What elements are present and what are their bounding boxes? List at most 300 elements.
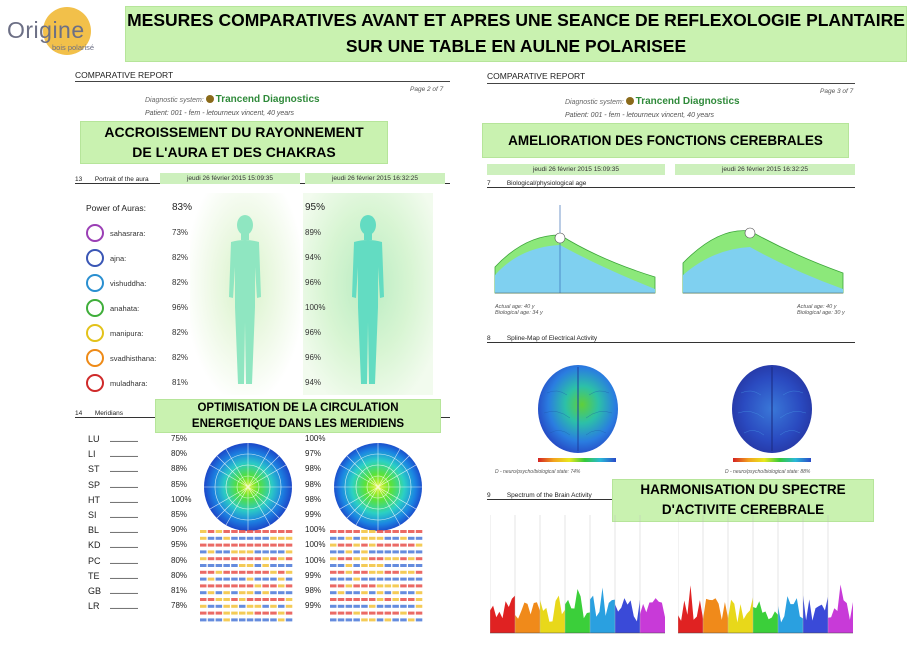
meridian-bar-cell <box>239 571 246 574</box>
meridian-bar-cell <box>286 537 293 540</box>
meridian-bar-cell <box>346 612 353 615</box>
meridian-before: 85% <box>171 479 188 489</box>
meridian-bar-cell <box>239 591 246 594</box>
meridian-bar-cell <box>377 537 384 540</box>
meridian-bar-cell <box>338 612 345 615</box>
meridian-bar-cell <box>392 564 399 567</box>
spectrum-overlay-line-2: D'ACTIVITE CEREBRALE <box>661 502 825 517</box>
meridian-bar-cell <box>247 584 254 587</box>
meridian-bar-cell <box>200 550 207 553</box>
brain-scale-before <box>538 458 616 462</box>
meridian-after: 97% <box>305 449 322 459</box>
meridian-bar-cell <box>255 612 262 615</box>
meridian-desc-line: ▬▬▬▬▬▬▬▬ <box>110 499 138 504</box>
spectrum-overlay-line-1: HARMONISATION DU SPECTRE <box>640 482 846 497</box>
meridian-bar-cell <box>239 598 246 601</box>
meridian-bar-cell <box>255 605 262 608</box>
meridian-bar-cell <box>239 618 246 621</box>
meridian-desc-line: ▬▬▬▬▬▬▬▬ <box>110 469 138 474</box>
spectrum-section-num: 9 <box>487 492 491 499</box>
meridian-bar-cell <box>286 571 293 574</box>
meridian-bar-cell <box>369 584 376 587</box>
meridian-bar-cell <box>408 564 415 567</box>
chakra-name: manipura: <box>110 329 144 338</box>
meridian-bar-cell <box>247 571 254 574</box>
chakra-name: sahasrara: <box>110 229 146 238</box>
meridian-bar-cell <box>353 537 360 540</box>
meridian-desc-line: ▬▬▬▬▬▬▬▬ <box>110 591 138 595</box>
meridian-bar-cell <box>223 605 230 608</box>
meridian-bar-cell <box>385 537 392 540</box>
meridian-bar-cell <box>408 571 415 574</box>
meridian-bar-cell <box>392 605 399 608</box>
meridian-bar-cell <box>408 544 415 547</box>
meridian-bar-cell <box>216 571 223 574</box>
meridian-bar-cell <box>330 598 337 601</box>
meridian-bar-cell <box>223 618 230 621</box>
meridian-bar-cell <box>286 584 293 587</box>
meridian-before: 78% <box>171 601 188 611</box>
meridian-bar-cell <box>369 550 376 553</box>
meridian-before: 85% <box>171 510 188 519</box>
meridian-bar-cell <box>270 612 277 615</box>
meridian-bar-cell <box>400 571 407 574</box>
meridian-bar-cell <box>231 530 238 533</box>
meridian-before: 80% <box>171 449 188 459</box>
spectrum-band <box>565 589 590 633</box>
meridian-bar-cell <box>353 612 360 615</box>
meridian-bar-cell <box>346 571 353 574</box>
right-diag-label: Diagnostic system: <box>565 99 624 106</box>
bio-section-num: 7 <box>487 180 491 187</box>
meridian-bar-cell <box>208 618 215 621</box>
meridian-bar-cell <box>346 618 353 621</box>
meridian-bar-cell <box>270 605 277 608</box>
meridian-bar-cell <box>392 618 399 621</box>
meridian-desc-line: ▬▬▬▬▬▬▬▬ <box>110 606 138 611</box>
meridian-after: 99% <box>305 510 322 519</box>
meridian-bar-cell <box>330 578 337 581</box>
meridian-bar-cell <box>353 557 360 560</box>
meridian-bar-cell <box>247 564 254 567</box>
left-date-after: jeudi 26 février 2015 16:32:25 <box>305 173 445 184</box>
meridian-bar-cell <box>255 618 262 621</box>
meridian-bar-cell <box>353 530 360 533</box>
chakra-name: vishuddha: <box>110 279 147 288</box>
meridian-bar-cell <box>278 612 285 615</box>
left-brand: Trancend Diagnostics <box>215 94 320 105</box>
meridian-bar-cell <box>330 571 337 574</box>
meridian-bar-cell <box>208 612 215 615</box>
meridian-bar-cell <box>239 605 246 608</box>
meridian-bar-cell <box>262 571 269 574</box>
meridian-bar-cell <box>208 564 215 567</box>
bio-before-actual: Actual age: 40 y <box>495 304 535 310</box>
meridian-bar-cell <box>377 578 384 581</box>
meridian-bar-cell <box>361 612 368 615</box>
chakra-row <box>86 299 346 323</box>
meridian-bar-cell <box>278 550 285 553</box>
meridian-bar-cell <box>361 530 368 533</box>
spectrum-band <box>703 598 728 633</box>
title-line-1: MESURES COMPARATIVES AVANT ET APRES UNE SEANCE DE REFLEXOLOGIE PLANTAIRE <box>127 10 905 30</box>
meridian-desc-line: ▬▬▬▬▬▬▬▬ <box>110 454 138 459</box>
meridian-bar-cell <box>239 530 246 533</box>
meridian-bar-cell <box>377 598 384 601</box>
meridian-bar-cell <box>200 564 207 567</box>
right-brand-icon <box>626 97 634 105</box>
right-patient: Patient: 001 - fem - letourneux vincent, 40 years <box>565 112 715 119</box>
chakra-after: 96% <box>305 278 322 287</box>
meridian-bar-cell <box>262 591 269 594</box>
chakra-after: 96% <box>305 353 322 362</box>
spectrum-band <box>640 598 665 633</box>
spectrum-band <box>590 588 615 634</box>
meridian-desc-line: ▬▬▬▬▬▬▬▬ <box>110 560 138 565</box>
meridian-bar-cell <box>361 564 368 567</box>
meridian-bar-cell <box>270 584 277 587</box>
aura-overlay <box>80 121 388 164</box>
meridian-bar-cell <box>385 591 392 594</box>
meridian-bar-cell <box>416 530 423 533</box>
spectrum-band <box>678 585 703 633</box>
meridian-bar-cell <box>239 557 246 560</box>
spectrum-band <box>515 602 540 633</box>
meridian-bar-cell <box>216 591 223 594</box>
chakra-row <box>86 249 346 273</box>
bio-age-chart-before <box>490 205 660 300</box>
meridian-bar-cell <box>416 557 423 560</box>
meridian-bar-cell <box>416 584 423 587</box>
brain-scale-after <box>733 458 811 462</box>
spectrum-band <box>828 585 853 634</box>
bio-before-caption <box>495 304 543 316</box>
meridian-bar-cell <box>385 571 392 574</box>
meridian-bar-cell <box>255 544 262 547</box>
meridian-bar-cell <box>338 584 345 587</box>
meridian-bar-cell <box>286 612 293 615</box>
meridian-bar-cell <box>408 591 415 594</box>
meridian-bar-cell <box>353 591 360 594</box>
meridian-bar-cell <box>223 544 230 547</box>
right-brand: Trancend Diagnostics <box>635 96 740 107</box>
meridian-bar-cell <box>400 564 407 567</box>
meridian-bar-cell <box>278 578 285 581</box>
chakra-before: 82% <box>172 353 189 362</box>
meridian-bar-cell <box>216 612 223 615</box>
right-page-number: Page 3 of 7 <box>820 88 854 95</box>
meridian-bar-cell <box>231 550 238 553</box>
meridian-code: KD <box>88 540 101 551</box>
meridian-bar-cell <box>247 550 254 553</box>
right-diag-line <box>565 96 740 107</box>
meridian-bar-cell <box>400 584 407 587</box>
bio-section-header <box>487 180 855 188</box>
spline-section-title: Spline-Map of Electrical Activity <box>506 335 598 342</box>
meridian-bar-cell <box>270 618 277 621</box>
meridian-bar-cell <box>216 550 223 553</box>
meridian-bars-before <box>200 528 295 634</box>
meridian-bar-cell <box>278 544 285 547</box>
meridian-before: 80% <box>171 555 188 565</box>
meridian-bar-cell <box>278 571 285 574</box>
aura-power-row <box>86 203 336 213</box>
logo-word: Origine <box>7 17 85 43</box>
meridian-bar-cell <box>239 584 246 587</box>
meridian-bar-cell <box>278 598 285 601</box>
logo <box>5 5 115 60</box>
meridian-bar-cell <box>270 544 277 547</box>
meridian-bar-cell <box>208 544 215 547</box>
meridian-bar-cell <box>216 605 223 608</box>
meridian-bar-cell <box>400 537 407 540</box>
meridian-bar-cell <box>400 591 407 594</box>
meridian-bar-cell <box>377 564 384 567</box>
meridian-bar-cell <box>346 584 353 587</box>
meridian-bar-cell <box>346 537 353 540</box>
meridian-bar-cell <box>408 598 415 601</box>
meridian-before: 95% <box>171 540 188 550</box>
right-report-label: COMPARATIVE REPORT <box>487 71 586 81</box>
meridian-code: HT <box>88 494 100 505</box>
meridian-bar-cell <box>239 544 246 547</box>
meridian-after: 98% <box>305 464 322 474</box>
meridian-bar-cell <box>392 544 399 547</box>
meridian-bar-cell <box>270 591 277 594</box>
meridian-bar-cell <box>216 618 223 621</box>
meridian-bar-cell <box>346 578 353 581</box>
meridian-bar-cell <box>369 578 376 581</box>
meridian-bar-cell <box>255 578 262 581</box>
meridian-bar-cell <box>400 618 407 621</box>
meridian-bar-cell <box>416 544 423 547</box>
meridian-bar-cell <box>416 537 423 540</box>
spectrum-band <box>615 598 640 633</box>
meridian-bar-cell <box>416 571 423 574</box>
meridian-bar-cell <box>286 564 293 567</box>
meridian-bar-cell <box>231 537 238 540</box>
meridian-bar-cell <box>330 591 337 594</box>
meridian-bar-cell <box>262 537 269 540</box>
meridian-desc-line: ▬▬▬▬▬▬▬▬ <box>110 545 138 550</box>
meridian-bar-cell <box>377 571 384 574</box>
meridian-bar-cell <box>200 618 207 621</box>
chakra-row <box>86 274 346 298</box>
meridian-bar-cell <box>255 571 262 574</box>
spline-section-header <box>487 335 855 343</box>
bio-after-caption <box>797 304 845 316</box>
meridian-bar-cell <box>400 550 407 553</box>
meridian-desc-line: ▬▬▬▬▬▬▬▬ <box>110 484 138 489</box>
meridian-bar-cell <box>270 550 277 553</box>
meridian-bar-cell <box>208 537 215 540</box>
meridian-bar-cell <box>208 571 215 574</box>
meridian-bar-cell <box>270 571 277 574</box>
meridian-bar-cell <box>330 550 337 553</box>
aura-power-label: Power of Auras: <box>86 203 147 213</box>
aura-overlay-line-2: DE L'AURA ET DES CHAKRAS <box>132 144 336 160</box>
meridian-bar-cell <box>353 618 360 621</box>
meridian-bar-cell <box>231 612 238 615</box>
bio-age-chart-after <box>678 205 848 300</box>
meridian-bar-cell <box>392 537 399 540</box>
meridian-after: 99% <box>305 601 322 611</box>
meridian-bar-cell <box>338 591 345 594</box>
meridian-bar-cell <box>338 618 345 621</box>
meridian-bar-cell <box>353 584 360 587</box>
meridian-bar-cell <box>270 537 277 540</box>
meridian-after: 100% <box>305 555 326 565</box>
meridian-bar-cell <box>262 557 269 560</box>
meridian-bar-cell <box>223 550 230 553</box>
meridian-bar-cell <box>346 557 353 560</box>
meridian-bar-cell <box>416 605 423 608</box>
meridian-before: 75% <box>171 434 188 443</box>
meridian-bar-cell <box>262 530 269 533</box>
meridian-bar-cell <box>247 530 254 533</box>
bio-section-title: Biological/physiological age <box>506 180 587 187</box>
sahasrara-chakra-icon <box>86 224 104 242</box>
meridian-bar-cell <box>239 537 246 540</box>
meridian-bar-cell <box>200 584 207 587</box>
meridian-bar-cell <box>270 564 277 567</box>
meridian-bar-cell <box>286 578 293 581</box>
meridian-bar-cell <box>231 571 238 574</box>
ajna-chakra-icon <box>86 249 104 267</box>
meridian-bar-cell <box>270 598 277 601</box>
meridian-bar-cell <box>247 618 254 621</box>
meridian-bar-cell <box>408 537 415 540</box>
meridian-bar-cell <box>400 598 407 601</box>
meridian-bar-cell <box>346 544 353 547</box>
meridian-bar-cell <box>286 557 293 560</box>
meridian-bar-cell <box>392 530 399 533</box>
meridian-bar-cell <box>200 530 207 533</box>
meridian-bar-cell <box>286 618 293 621</box>
meridian-bar-cell <box>231 605 238 608</box>
meridian-bar-cell <box>208 591 215 594</box>
brain-overlay: AMELIORATION DES FONCTIONS CEREBRALES <box>482 123 849 158</box>
meridian-before: 81% <box>171 586 188 595</box>
meridian-bar-cell <box>223 564 230 567</box>
meridian-bar-cell <box>255 557 262 560</box>
meridian-bar-cell <box>338 537 345 540</box>
meridian-bar-cell <box>239 612 246 615</box>
spectrum-chart-before <box>490 515 665 637</box>
meridian-bar-cell <box>408 618 415 621</box>
chakra-before: 82% <box>172 253 189 262</box>
meridian-bar-cell <box>262 550 269 553</box>
vishuddha-chakra-icon <box>86 274 104 292</box>
brain-map-after <box>726 363 818 455</box>
meridian-bar-cell <box>369 544 376 547</box>
meridian-bar-cell <box>338 571 345 574</box>
spectrum-section-header <box>487 492 627 500</box>
meridian-bar-cell <box>338 530 345 533</box>
meridian-bar-cell <box>369 571 376 574</box>
meridian-bar-cell <box>353 564 360 567</box>
meridian-bar-cell <box>262 564 269 567</box>
meridian-bar-cell <box>392 571 399 574</box>
meridian-bar-cell <box>216 557 223 560</box>
meridian-bar-cell <box>385 578 392 581</box>
meridian-bar-cell <box>377 618 384 621</box>
meridian-bar-cell <box>278 564 285 567</box>
meridian-bar-cell <box>200 544 207 547</box>
meridian-bar-cell <box>286 605 293 608</box>
meridian-bar-cell <box>338 598 345 601</box>
meridian-bar-cell <box>223 530 230 533</box>
spectrum-band <box>490 596 515 633</box>
meridian-bar-cell <box>200 591 207 594</box>
chakra-name: svadhisthana: <box>110 354 157 363</box>
meridian-bar-cell <box>408 584 415 587</box>
title-banner <box>125 6 907 62</box>
meridian-bar-cell <box>216 598 223 601</box>
meridian-bar-cell <box>330 537 337 540</box>
meridian-bar-cell <box>330 612 337 615</box>
meridian-bar-cell <box>208 530 215 533</box>
meridian-before: 80% <box>171 570 188 580</box>
meridian-bar-cell <box>223 598 230 601</box>
chakra-row <box>86 224 346 248</box>
aura-power-before: 83% <box>172 202 193 213</box>
meridian-bar-cell <box>361 584 368 587</box>
meridian-bar-cell <box>408 578 415 581</box>
meridian-bar-cell <box>416 550 423 553</box>
meridian-bar-cell <box>346 605 353 608</box>
meridian-bar-cell <box>262 578 269 581</box>
meridian-bar-cell <box>338 605 345 608</box>
spectrum-chart-after <box>678 515 853 637</box>
meridian-bar-cell <box>330 584 337 587</box>
aura-overlay-line-1: ACCROISSEMENT DU RAYONNEMENT <box>104 124 364 140</box>
meridian-bar-cell <box>392 591 399 594</box>
chakra-after: 94% <box>305 378 322 387</box>
meridian-bar-cell <box>392 584 399 587</box>
meridian-bar-cell <box>231 564 238 567</box>
meridian-bar-cell <box>231 591 238 594</box>
meridian-desc-line: ▬▬▬▬▬▬▬▬ <box>110 575 138 580</box>
meridian-bar-cell <box>208 605 215 608</box>
meridian-bar-cell <box>361 557 368 560</box>
meridian-bar-cell <box>330 564 337 567</box>
meridian-bar-cell <box>247 544 254 547</box>
meridian-bar-cell <box>216 564 223 567</box>
meridian-bar-cell <box>216 584 223 587</box>
meridian-bar-cell <box>247 557 254 560</box>
meridian-bar-cell <box>200 571 207 574</box>
meridian-after: 99% <box>305 570 322 580</box>
meridian-bar-cell <box>392 557 399 560</box>
meridian-bar-cell <box>255 530 262 533</box>
meridian-code: BL <box>88 525 100 536</box>
meridian-bar-cell <box>385 584 392 587</box>
meridian-bar-cell <box>270 578 277 581</box>
chakra-row <box>86 324 346 348</box>
meridian-bar-cell <box>400 578 407 581</box>
meridian-code: SP <box>88 479 101 490</box>
meridian-bar-cell <box>338 544 345 547</box>
brain-map-before <box>532 363 624 455</box>
meridian-bar-cell <box>208 584 215 587</box>
right-report-rule <box>487 83 855 84</box>
chakra-before: 96% <box>172 303 189 312</box>
meridian-bar-cell <box>247 605 254 608</box>
aura-section-num: 13 <box>75 176 83 183</box>
meridian-after: 100% <box>305 525 326 535</box>
meridian-after: 100% <box>305 540 326 550</box>
